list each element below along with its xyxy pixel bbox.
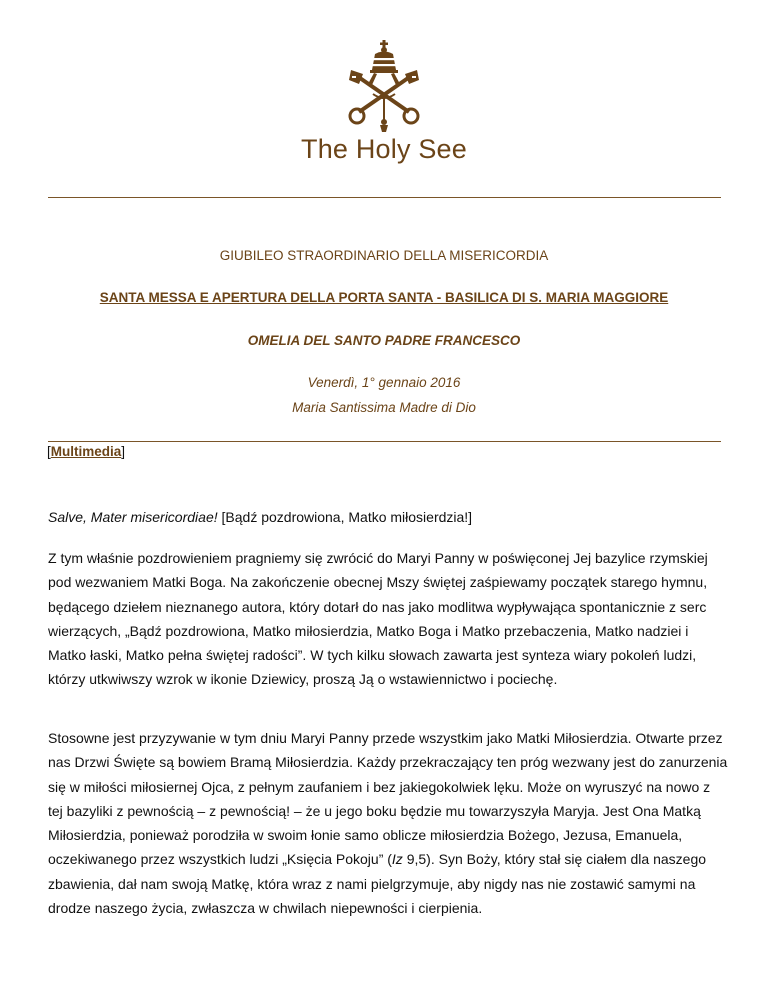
multimedia-link[interactable]: Multimedia	[50, 444, 122, 459]
salutation-latin: Salve, Mater misericordiae!	[48, 509, 218, 525]
salutation-polish: [Bądź pozdrowiona, Matko miłosierdzia!]	[217, 509, 473, 525]
scripture-book-ref: Iz	[391, 851, 403, 868]
paragraph-2-text-b: 9,5). Syn Boży, który stał się ciałem dla naszego zbawienia, dał nam swoją Matkę, która wraz z nami pielgrzymuje, aby nigdy nas nie zostawić samymi na drodze naszego życia, zwłaszcza w chwilach niepewności i cierpienia.	[48, 851, 707, 917]
site-title: The Holy See	[301, 134, 467, 164]
bracket-close: ]	[121, 444, 126, 459]
feast-name: Maria Santissima Madre di Dio	[292, 400, 476, 415]
jubilee-heading: GIUBILEO STRAORDINARIO DELLA MISERICORDIA	[219, 248, 549, 263]
papal-keys-tiara-icon	[343, 40, 425, 132]
salutation-paragraph	[48, 505, 728, 529]
homily-date: Venerdì, 1° gennaio 2016	[307, 375, 461, 390]
paragraph-2-text-a: Stosowne jest przyzywanie w tym dniu Maryi Panny przede wszystkim jako Matki Miłosierdzia. Otwarte przez nas Drzwi Święte są bowiem Bramą Miłosierdzia. Każdy przekraczający ten próg wezwany jest do zanurzenia się w miłości miłosiernej Ojca, z pełnym zaufaniem i bez jakiegokolwiek lęku. Może on wyruszyć na nowo z tej bazyliki z pewnością – z pewnością! – że u jego boku będzie mu towarzyszyła Maryja. Jest Ona Matką Miłosierdzia, ponieważ porodziła w swoim łonie samo oblicze miłosierdzia Bożego, Jezusa, Emanuela, oczekiwanego przez wszystkich ludzi „Księcia Pokoju” (	[48, 730, 728, 868]
paragraph-1: Z tym właśnie pozdrowieniem pragniemy się zwrócić do Maryi Panny w poświęconej Jej bazylice rzymskiej pod wezwaniem Matki Boga. Na zakończenie obecnej Mszy świętej zaśpiewamy początek starego hymnu, będącego dziełem nieznanego autora, który dotarł do nas jako modlitwa wypływająca spontanicznie z serc wierzących, „Bądź pozdrowiona, Matko miłosierdzia, Matko Boga i Matko przebaczenia, Matko nadziei i Matko łaski, Matko pełna świętej radości”. W tych kilku słowach zawarta jest synteza wiary pokoleń ludzi, którzy utkwiwszy wzrok w ikonie Dziewicy, proszą Ją o wstawiennictwo i pociechę.	[48, 550, 708, 688]
section-divider	[48, 441, 721, 442]
multimedia-link-wrapper	[47, 444, 125, 459]
header-divider	[48, 197, 721, 198]
homily-title: OMELIA DEL SANTO PADRE FRANCESCO	[247, 333, 521, 348]
paragraph-2	[48, 726, 728, 920]
mass-title: SANTA MESSA E APERTURA DELLA PORTA SANTA - BASILICA DI S. MARIA MAGGIORE	[99, 290, 669, 305]
bracket-open: [	[47, 444, 51, 459]
